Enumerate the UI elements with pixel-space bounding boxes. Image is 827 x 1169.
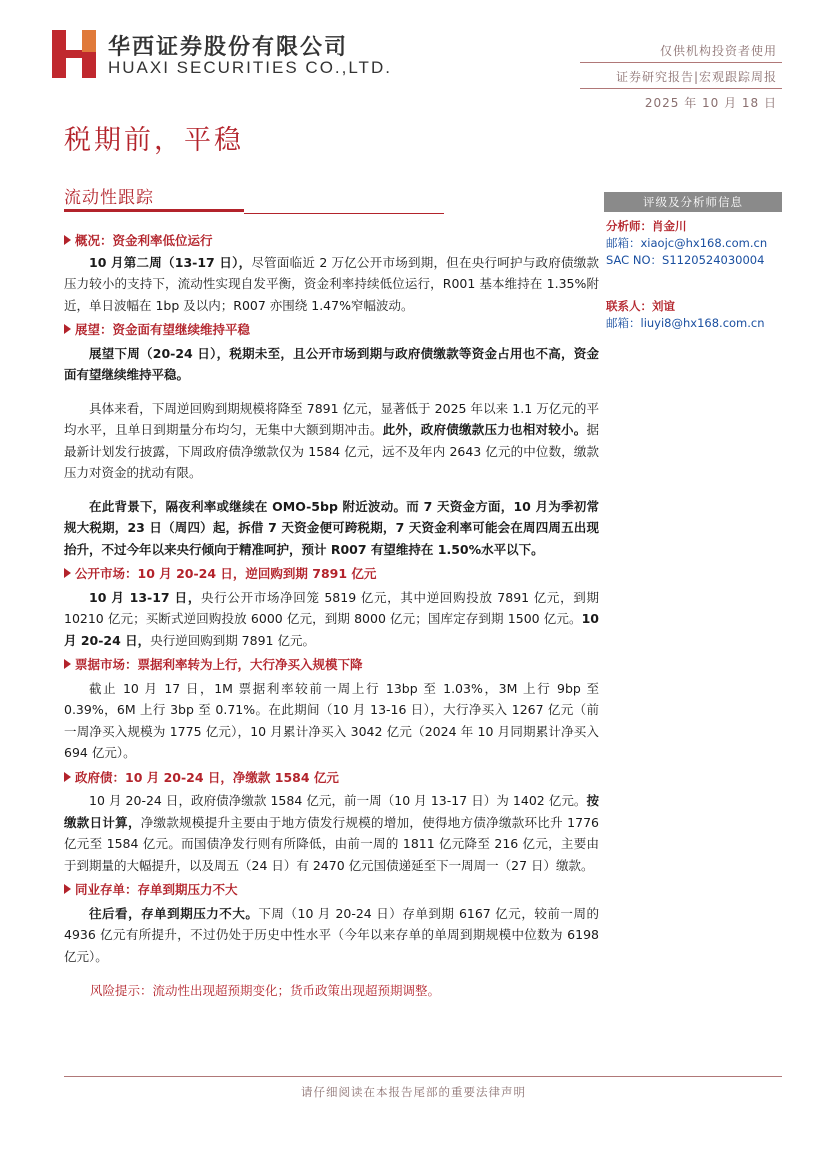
company-name-cn: 华西证券股份有限公司 bbox=[108, 35, 349, 60]
company-name-en: HUAXI SECURITIES CO.,LTD. bbox=[108, 58, 392, 77]
section-heading: 概况：资金利率低位运行 bbox=[64, 230, 599, 252]
header-divider bbox=[580, 62, 782, 63]
report-body bbox=[64, 230, 599, 967]
page-title: 税期前，平稳 bbox=[64, 125, 244, 156]
triangle-bullet-icon bbox=[64, 235, 71, 245]
report-date: 2025 年 10 月 18 日 bbox=[644, 96, 777, 110]
section-heading: 展望：资金面有望继续维持平稳 bbox=[64, 319, 599, 341]
section-heading: 票据市场：票据利率转为上行，大行净买入规模下降 bbox=[64, 654, 599, 676]
triangle-bullet-icon bbox=[64, 772, 71, 782]
risk-warning: 风险提示：流动性出现超预期变化；货币政策出现超预期调整。 bbox=[90, 983, 441, 998]
contact-email[interactable]: 邮箱：liuyi8@hx168.com.cn bbox=[606, 316, 765, 330]
audience-note: 仅供机构投资者使用 bbox=[659, 44, 777, 58]
huaxi-logo-icon bbox=[52, 30, 96, 78]
contact-name: 联系人：刘谊 bbox=[606, 299, 675, 313]
triangle-bullet-icon bbox=[64, 324, 71, 334]
triangle-bullet-icon bbox=[64, 884, 71, 894]
paragraph: 展望下周（20-24 日），税期未至，且公开市场到期与政府债缴款等资金占用也不高，资金面有望继续维持平稳。 bbox=[64, 345, 599, 382]
header-divider bbox=[580, 88, 782, 89]
section-heading: 公开市场：10 月 20-24 日，逆回购到期 7891 亿元 bbox=[64, 563, 599, 585]
subtitle-underline-thin bbox=[244, 213, 444, 214]
section-heading: 同业存单：存单到期压力不大 bbox=[64, 879, 599, 901]
report-type: 证券研究报告|宏观跟踪周报 bbox=[615, 70, 777, 84]
analyst-info bbox=[606, 218, 767, 269]
triangle-bullet-icon bbox=[64, 659, 71, 669]
subtitle-underline bbox=[64, 209, 244, 212]
paragraph: 在此背景下，隔夜利率或继续在 OMO-5bp 附近波动。而 7 天资金方面，10 月为季初常规大税期，23 日（周四）起，拆借 7 天资金便可跨税期，7 天资金利率可能会在周四周五出现抬升，不过今年以来央行倾向于精准呵护，预计 R007 有望维持在 1.50%水平以下。 bbox=[64, 498, 599, 557]
footer-disclaimer: 请仔细阅读在本报告尾部的重要法律声明 bbox=[301, 1085, 526, 1099]
contact-info bbox=[606, 298, 765, 332]
paragraph: 往后看，存单到期压力不大。下周（10 月 20-24 日）存单到期 6167 亿元，较前一周的 4936 亿元有所提升，不过仍处于历史中性水平（今年以来存单的单周到期规模中位数为 6198 亿元）。 bbox=[64, 905, 599, 964]
analyst-email[interactable]: 邮箱：xiaojc@hx168.com.cn bbox=[606, 236, 768, 250]
footer-divider bbox=[64, 1076, 782, 1077]
paragraph: 10 月 13-17 日，央行公开市场净回笼 5819 亿元，其中逆回购投放 7891 亿元，到期 10210 亿元；买断式逆回购投放 6000 亿元，到期 8000 亿元；国库定存到期 1500 亿元。10 月 20-24 日，央行逆回购到期 7891 亿元。 bbox=[64, 589, 599, 648]
paragraph: 具体来看，下周逆回购到期规模将降至 7891 亿元，显著低于 2025 年以来 1.1 万亿元的平均水平，且单日到期量分布均匀，无集中大额到期冲击。此外，政府债缴款压力也相对较小。据最新计划发行披露，下周政府债净缴款仅为 1584 亿元，远不及年内 2643 亿元的中位数，缴款压力对资金的扰动有限。 bbox=[64, 400, 599, 480]
triangle-bullet-icon bbox=[64, 568, 71, 578]
sidebar-heading: 评级及分析师信息 bbox=[604, 192, 782, 212]
section-subtitle: 流动性跟踪 bbox=[64, 188, 154, 208]
paragraph: 10 月第二周（13-17 日），尽管面临近 2 万亿公开市场到期，但在央行呵护与政府债缴款压力较小的支持下，流动性实现自发平衡，资金利率持续低位运行，R001 基本维持在 1.35%附近，单日波幅在 1bp 及以内；R007 亦围绕 1.47%窄幅波动。 bbox=[64, 254, 600, 313]
paragraph: 截止 10 月 17 日，1M 票据利率较前一周上行 13bp 至 1.03%，3M 上行 9bp 至 0.39%，6M 上行 3bp 至 0.71%。在此期间（10 月 13-16 日），大行净买入 1267 亿元（前一周净买入规模为 1775 亿元），10 月累计净买入 3042 亿元（2024 年 10 月同期累计净买入 694 亿元）。 bbox=[64, 680, 599, 760]
analyst-sac-number: SAC NO：S1120524030004 bbox=[606, 253, 765, 267]
section-heading: 政府债：10 月 20-24 日，净缴款 1584 亿元 bbox=[64, 767, 599, 789]
paragraph: 10 月 20-24 日，政府债净缴款 1584 亿元，前一周（10 月 13-17 日）为 1402 亿元。按缴款日计算，净缴款规模提升主要由于地方债发行规模的增加，使得地方债净缴款环比升 1776 亿元至 1584 亿元。而国债净发行则有所降低，由前一周的 1811 亿元降至 216 亿元，主要由于到期量的大幅提升，以及周五（24 日）有 2470 亿元国债递延至下一周周一（27 日）缴款。 bbox=[64, 793, 599, 873]
analyst-name: 分析师：肖金川 bbox=[606, 219, 687, 233]
